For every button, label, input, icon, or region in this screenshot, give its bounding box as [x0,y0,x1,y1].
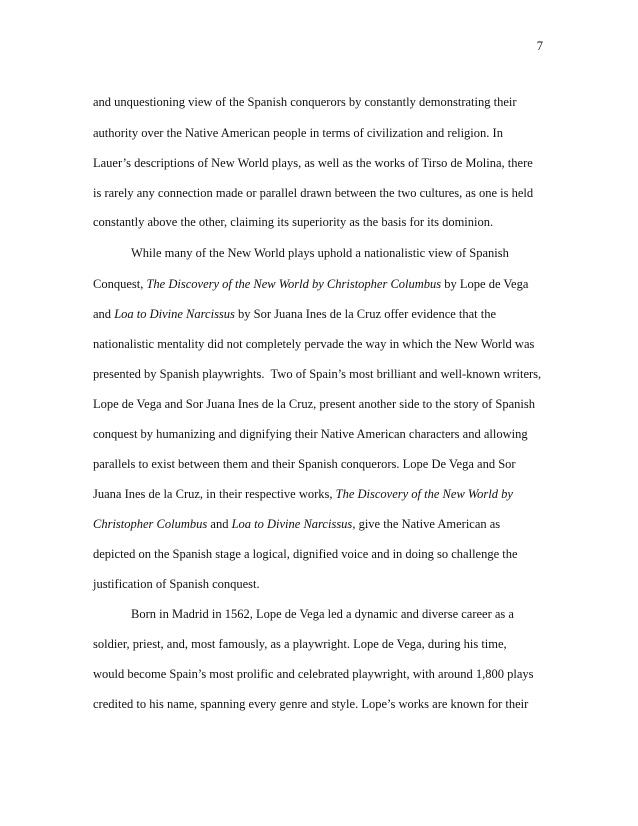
text-line: Born in Madrid in 1562, Lope de Vega led a dynamic and diverse career as a [131,607,514,621]
work-title: Loa to Divine Narcissus [231,517,353,531]
text-line: Conquest, The Discovery of the New World by Christopher Columbus by Lope de Vega [93,277,529,291]
text-line: and unquestioning view of the Spanish conquerors by constantly demonstrating their [93,95,517,109]
text-line: and Loa to Divine Narcissus by Sor Juana Ines de la Cruz offer evidence that the [93,307,497,321]
text-line: justification of Spanish conquest. [93,577,260,591]
text-line: Lope de Vega and Sor Juana Ines de la Cruz, present another side to the story of Spanish [93,397,536,411]
text-line: constantly above the other, claiming its superiority as the basis for its dominion. [93,215,494,229]
text-line: would become Spain’s most prolific and celebrated playwright, with around 1,800 plays [93,667,534,681]
text-line: presented by Spanish playwrights. Two of Spain’s most brilliant and well-known writers, [93,367,542,381]
text-line: Lauer’s descriptions of New World plays, as well as the works of Tirso de Molina, there [93,156,533,170]
work-title: Christopher Columbus [93,517,208,531]
page-number: 7 [536,39,543,53]
text-line: is rarely any connection made or parallel drawn between the two cultures, as one is held [93,186,534,200]
text-line: While many of the New World plays uphold a nationalistic view of Spanish [131,246,509,260]
text-line: soldier, priest, and, most famously, as a playwright. Lope de Vega, during his time, [93,637,507,651]
work-title: The Discovery of the New World by Christopher Columbus [146,277,442,291]
text-line: depicted on the Spanish stage a logical, dignified voice and in doing so challenge the [93,547,518,561]
text-line: Juana Ines de la Cruz, in their respective works, The Discovery of the New World by [93,487,513,501]
text-line: conquest by humanizing and dignifying their Native American characters and allowing [93,427,528,441]
text-line: authority over the Native American people in terms of civilization and religion. In [93,126,503,140]
work-title: Loa to Divine Narcissus [114,307,235,321]
work-title: The Discovery of the New World by [335,487,513,501]
text-line: parallels to exist between them and their Spanish conquerors. Lope De Vega and Sor [93,457,516,471]
text-line: nationalistic mentality did not completely pervade the way in which the New World was [93,337,535,351]
text-line: Christopher Columbus and Loa to Divine Narcissus, give the Native American as [93,517,501,531]
text-line: credited to his name, spanning every genre and style. Lope’s works are known for their [93,697,529,711]
